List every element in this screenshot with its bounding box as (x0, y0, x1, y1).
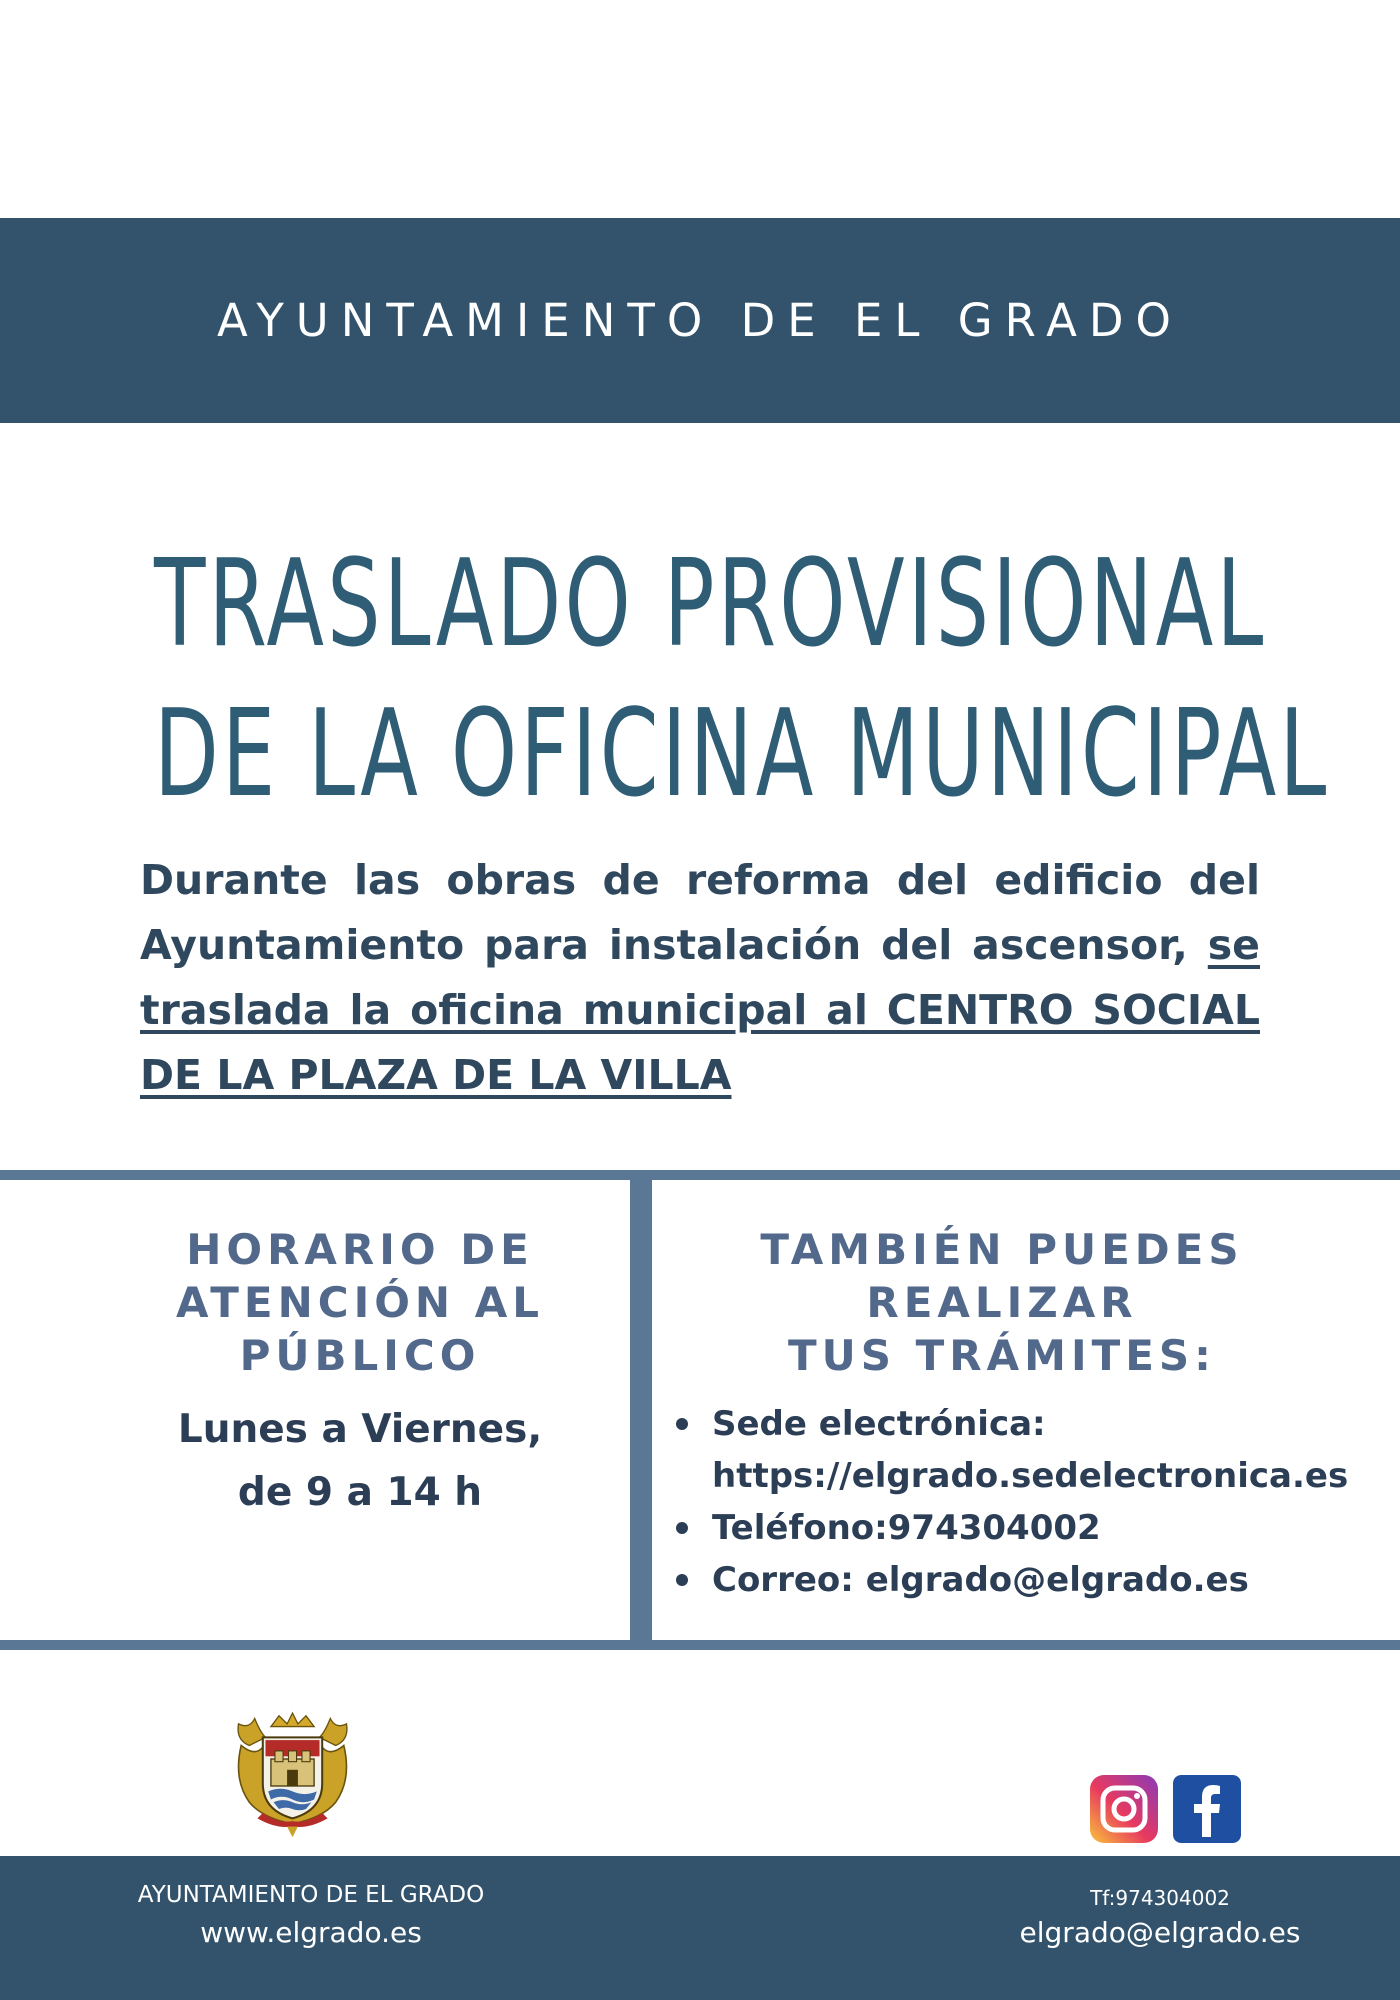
facebook-icon[interactable] (1173, 1775, 1241, 1843)
bottom-divider (0, 1640, 1400, 1650)
channel-telefono-label[interactable]: Teléfono:974304002 (712, 1508, 1101, 1548)
channel-sede-url[interactable]: https://elgrado.sedelectronica.es (712, 1456, 1349, 1496)
instagram-icon[interactable] (1090, 1775, 1158, 1843)
intro-text: Durante las obras de reforma del edificio del Ayuntamiento para instalación del ascensor, (140, 856, 1260, 969)
channels-list (672, 1398, 1392, 1606)
intro-paragraph (140, 848, 1260, 1108)
channel-item-telefono (672, 1502, 1392, 1554)
footer-email[interactable]: elgrado@elgrado.es (1019, 1916, 1301, 1949)
channel-item-correo (672, 1554, 1392, 1606)
footer-website[interactable]: www.elgrado.es (200, 1916, 422, 1949)
header-band (0, 218, 1400, 423)
channel-sede-label: Sede electrónica: (712, 1404, 1046, 1444)
hours-time: de 9 a 14 h (237, 1470, 483, 1515)
intro-highlight: se traslada la oficina municipal al CENTRO SOCIAL DE LA PLAZA DE LA VILLA (140, 921, 1260, 1099)
channels-title-line-1: TAMBIÉN PUEDES (760, 1225, 1244, 1274)
channel-correo-label[interactable]: Correo: elgrado@elgrado.es (712, 1560, 1249, 1600)
channels-title (672, 1223, 1332, 1382)
bullet-icon (676, 1522, 688, 1534)
hours-title (60, 1223, 660, 1382)
title-line-1: TRASLADO PROVISIONAL (154, 535, 1267, 674)
hours-title-line-1: HORARIO DE (186, 1225, 534, 1274)
footer-org-name: AYUNTAMIENTO DE EL GRADO (137, 1882, 485, 1908)
channels-title-line-3: TUS TRÁMITES: (788, 1331, 1216, 1380)
footer-phone[interactable]: Tf:974304002 (1090, 1886, 1230, 1910)
channel-item-sede (672, 1398, 1392, 1502)
hours-text (60, 1398, 660, 1524)
title-line-2: DE LA OFICINA MUNICIPAL (154, 685, 1330, 824)
bullet-icon (676, 1418, 688, 1430)
coat-of-arms-icon (225, 1705, 360, 1840)
page-title (154, 530, 1330, 830)
bullet-icon (676, 1574, 688, 1586)
channels-title-line-2: REALIZAR (866, 1278, 1138, 1327)
hours-title-line-2: ATENCIÓN AL (176, 1278, 544, 1327)
hours-title-line-3: PÚBLICO (239, 1331, 481, 1380)
footer-band (0, 1856, 1400, 2000)
header-organization: AYUNTAMIENTO DE EL GRADO (217, 294, 1183, 347)
top-divider (0, 1170, 1400, 1180)
hours-days: Lunes a Viernes, (177, 1407, 543, 1452)
